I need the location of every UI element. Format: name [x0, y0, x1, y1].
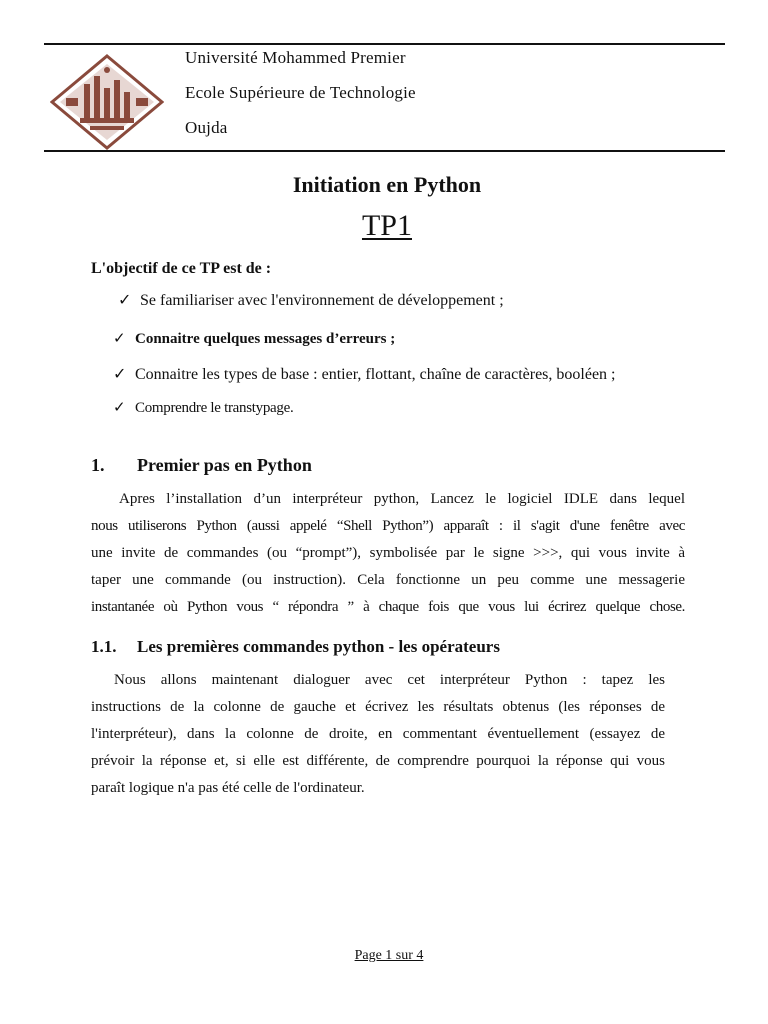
- university-logo: [50, 54, 164, 150]
- paragraph-line: instantanée où Python vous “ répondra ” à chaque fois que vous lui écrirez quelque chose.: [91, 599, 685, 615]
- institution-school: Ecole Supérieure de Technologie: [185, 83, 416, 102]
- objective-item: ✓ Connaitre les types de base : entier, flottant, chaîne de caractères, booléen ;: [113, 364, 616, 383]
- paragraph-line: taper une commande (ou instruction). Cela fonctionne un peu comme une messagerie: [91, 572, 685, 588]
- checkmark-icon: ✓: [113, 364, 127, 383]
- objective-item: ✓ Connaitre quelques messages d’erreurs ;: [113, 329, 396, 347]
- header-top-rule: [44, 43, 725, 45]
- paragraph-line: nous utiliserons Python (aussi appelé “Shell Python”) apparaît : il s'agit d'une fenêtre avec: [91, 518, 685, 534]
- checkmark-icon: ✓: [113, 398, 126, 416]
- page-number: Page 1 sur 4: [354, 948, 424, 963]
- section-heading: 1. Premier pas en Python: [91, 455, 312, 475]
- institution-name: Université Mohammed Premier: [185, 48, 406, 67]
- subsection-heading: 1.1. Les premières commandes python - les opérateurs: [91, 637, 500, 656]
- paragraph-line: prévoir la réponse et, si elle est différente, de comprendre pourquoi la réponse qui vous: [91, 753, 665, 769]
- paragraph-line: l'interpréteur), dans la colonne de droite, en commentant éventuellement (essayez de: [91, 726, 665, 742]
- header-bottom-rule: [44, 150, 725, 152]
- institution-city: Oujda: [185, 118, 228, 137]
- paragraph-line: Nous allons maintenant dialoguer avec cet interpréteur Python : tapez les: [114, 672, 665, 688]
- document-title: Initiation en Python: [292, 172, 482, 197]
- checkmark-icon: ✓: [118, 290, 132, 309]
- paragraph-line: paraît logique n'a pas été celle de l'ordinateur.: [91, 780, 365, 796]
- objective-item: ✓ Se familiariser avec l'environnement de développement ;: [118, 290, 504, 309]
- paragraph-line: instructions de la colonne de gauche et écrivez les résultats obtenus (les réponses de: [91, 699, 665, 715]
- objective-heading: L'objectif de ce TP est de :: [91, 260, 272, 277]
- paragraph-line: Apres l’installation d’un interpréteur python, Lancez le logiciel IDLE dans lequel: [119, 491, 685, 507]
- objective-item: ✓ Comprendre le transtypage.: [113, 398, 294, 416]
- paragraph-line: une invite de commandes (ou “prompt”), symbolisée par le signe >>>, qui vous invite à: [91, 545, 685, 561]
- checkmark-icon: ✓: [113, 329, 126, 347]
- document-subtitle: TP1: [361, 209, 412, 242]
- section-paragraph: [91, 491, 685, 621]
- subsection-paragraph: [91, 672, 665, 802]
